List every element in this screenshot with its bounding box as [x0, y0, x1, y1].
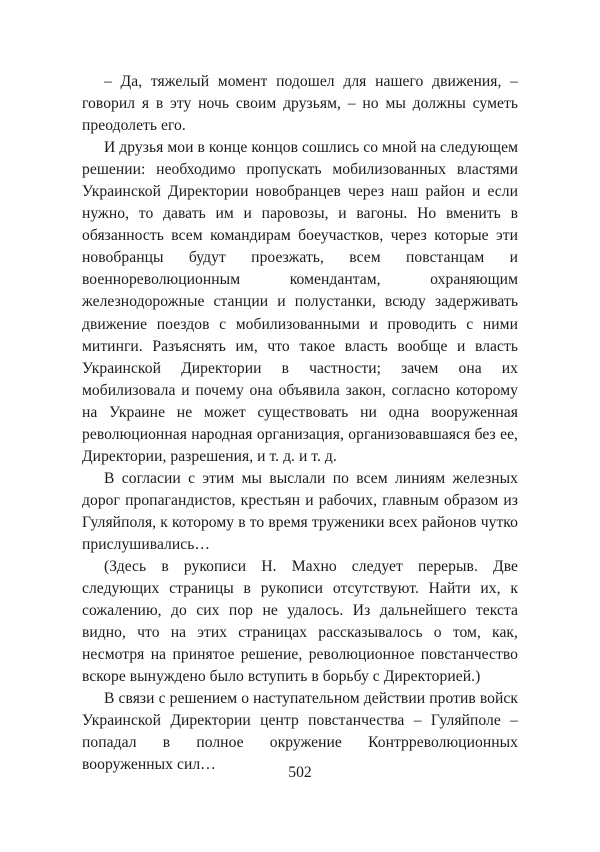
paragraph-5: В связи с решением о наступательном действии против войск Украинской Директории центр повстанчества – Гуляйполе – попадал в полное окружение Контрреволюционных вооруженных сил… — [82, 690, 518, 774]
page-number: 502 — [288, 764, 312, 781]
paragraph-2: И друзья мои в конце концов сошлись со мной на следующем решении: необходимо пропускать мобилизованных властями Украинской Директории новобранцев через наш район и если нужно, то давать им и паровозы, и вагоны. Но вменить в обязанность всем командирам боеучастков, через которые эти новобранцы будут проезжать, всем повстанцам и военнореволюционным комендантам, охраняющим железнодорожные станции и полустанки, всюду задерживать движение поездов с мобилизованными и проводить с ними митинги. Разъяснять им, что такое власть вообще и власть Украинской Директории в частности; зачем она их мобилизовала и почему она объявила закон, согласно которому на Украине не может существовать ни одна вооруженная революционная народная организация, организовавшаяся без ее, Директории, разрешения, и т. д. и т. д. — [82, 139, 518, 465]
paragraph-3: В согласии с этим мы выслали по всем линиям железных дорог пропагандистов, крестьян и рабочих, главным образом из Гуляйполя, к которому в то время труженики всех районов чутко прислушивались… — [82, 469, 518, 553]
paragraph-1: – Да, тяжелый момент подошел для нашего движения, – говорил я в эту ночь своим друзьям, – но мы должны суметь преодолеть его. — [82, 73, 518, 135]
body-text — [82, 71, 518, 777]
paragraph-4: (Здесь в рукописи Н. Махно следует перерыв. Две следующих страницы в рукописи отсутствуют. Найти их, к сожалению, до сих пор не удалось. Из дальнейшего текста видно, что на этих страницах рассказывалось о том, как, несмотря на принятое решение, революционное повстанчество вскоре вынуждено было вступить в борьбу с Директорией.) — [82, 558, 518, 686]
